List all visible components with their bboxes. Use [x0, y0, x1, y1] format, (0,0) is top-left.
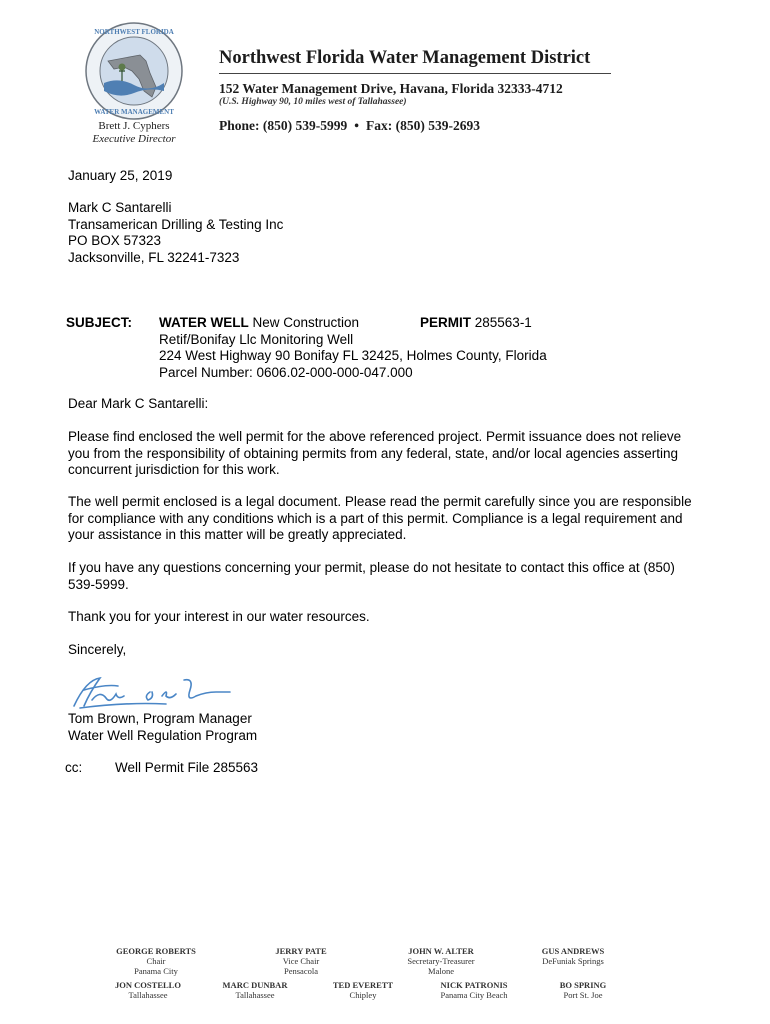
board-member-city: Panama City Beach	[440, 990, 508, 1000]
svg-text:WATER MANAGEMENT: WATER MANAGEMENT	[94, 108, 174, 116]
org-name: Northwest Florida Water Management District	[219, 48, 591, 68]
cc-recipient: Well Permit File 285563	[115, 760, 259, 775]
permit-number	[420, 315, 532, 330]
signer-name: Tom Brown, Program Manager	[68, 711, 252, 726]
board-member-city: Panama City	[134, 966, 178, 976]
permit-label: PERMIT	[420, 315, 472, 330]
contact-separator: •	[354, 118, 359, 133]
salutation: Dear Mark C Santarelli:	[68, 396, 209, 411]
recipient-name: Mark C Santarelli	[68, 200, 172, 215]
board-member-name: JOHN W. ALTER	[408, 946, 474, 956]
board-member-city: Chipley	[349, 990, 377, 1000]
board-member	[318, 980, 408, 1000]
director-name: Brett J. Cyphers	[98, 120, 170, 132]
contact-line	[219, 118, 480, 134]
signer-program: Water Well Regulation Program	[68, 727, 258, 743]
highway-note: (U.S. Highway 90, 10 miles west of Tallahassee)	[219, 97, 407, 107]
cc-label: cc:	[65, 760, 83, 775]
org-address: 152 Water Management Drive, Havana, Florida 32333-4712	[219, 81, 563, 96]
board-member	[99, 980, 197, 1000]
header-divider	[219, 73, 611, 74]
paragraph-2: The well permit enclosed is a legal document. Please read the permit carefully since you are responsible for compliance with any conditions which is a part of this permit. Compliance is a legal requirement and your assistance in this matter will be greatly appreciated.	[68, 494, 692, 542]
board-member-role: Secretary-Treasurer	[407, 956, 475, 966]
permit-value: 285563-1	[471, 315, 532, 330]
board-member-name: JERRY PATE	[275, 946, 327, 956]
svg-text:NORTHWEST FLORIDA: NORTHWEST FLORIDA	[94, 28, 174, 36]
board-member	[206, 980, 304, 1000]
subject-type-bold: WATER WELL	[159, 315, 249, 330]
board-member-city: DeFuniak Springs	[542, 956, 604, 966]
board-member-name: MARC DUNBAR	[222, 980, 288, 990]
paragraph-1: Please find enclosed the well permit for the above referenced project. Permit issuance does not relieve you from the responsibility of obtaining permits from any federal, state, and/or local agencies asserting concurrent jurisdiction for this work.	[68, 429, 682, 477]
board-member-name: NICK PATRONIS	[440, 980, 508, 990]
letter-date: January 25, 2019	[68, 168, 173, 183]
phone-number: Phone: (850) 539-5999	[219, 118, 348, 133]
board-member-name: BO SPRING	[559, 980, 607, 990]
subject-location: 224 West Highway 90 Bonifay FL 32425, Holmes County, Florida	[159, 348, 547, 363]
board-member-city: Malone	[428, 966, 454, 976]
board-member-role: Chair	[146, 956, 166, 966]
paragraph-3: If you have any questions concerning your permit, please do not hesitate to contact this office at (850) 539-5999.	[68, 560, 675, 592]
board-member-city: Tallahassee	[235, 990, 275, 1000]
board-member	[418, 980, 530, 1000]
board-member	[538, 980, 628, 1000]
paragraph-4: Thank you for your interest in our water resources.	[68, 609, 370, 624]
board-member-name: TED EVERETT	[332, 980, 394, 990]
director-block	[70, 120, 198, 146]
subject-type-rest: New Construction	[248, 315, 360, 330]
recipient-po-box: PO BOX 57323	[68, 233, 162, 248]
board-member-role: Vice Chair	[282, 956, 320, 966]
board-member	[517, 946, 629, 966]
board-member-name: GUS ANDREWS	[541, 946, 605, 956]
board-member	[97, 946, 215, 976]
board-member-name: GEORGE ROBERTS	[116, 946, 196, 956]
subject-owner: Retif/Bonifay Llc Monitoring Well	[159, 331, 354, 347]
board-member-city: Tallahassee	[128, 990, 168, 1000]
board-member-city: Port St. Joe	[563, 990, 603, 1000]
subject-parcel: Parcel Number: 0606.02-000-000-047.000	[159, 364, 413, 380]
fax-number: Fax: (850) 539-2693	[365, 118, 480, 133]
closing: Sincerely,	[68, 642, 127, 657]
recipient-company: Transamerican Drilling & Testing Inc	[68, 216, 284, 232]
board-member	[382, 946, 500, 976]
district-seal-icon	[84, 21, 184, 121]
handwritten-signature-icon	[66, 670, 236, 712]
director-title: Executive Director	[92, 133, 176, 145]
board-member-name: JON COSTELLO	[115, 980, 181, 990]
recipient-city: Jacksonville, FL 32241-7323	[68, 249, 240, 265]
subject-label: SUBJECT:	[66, 315, 133, 330]
board-member-city: Pensacola	[284, 966, 318, 976]
board-member	[248, 946, 354, 976]
